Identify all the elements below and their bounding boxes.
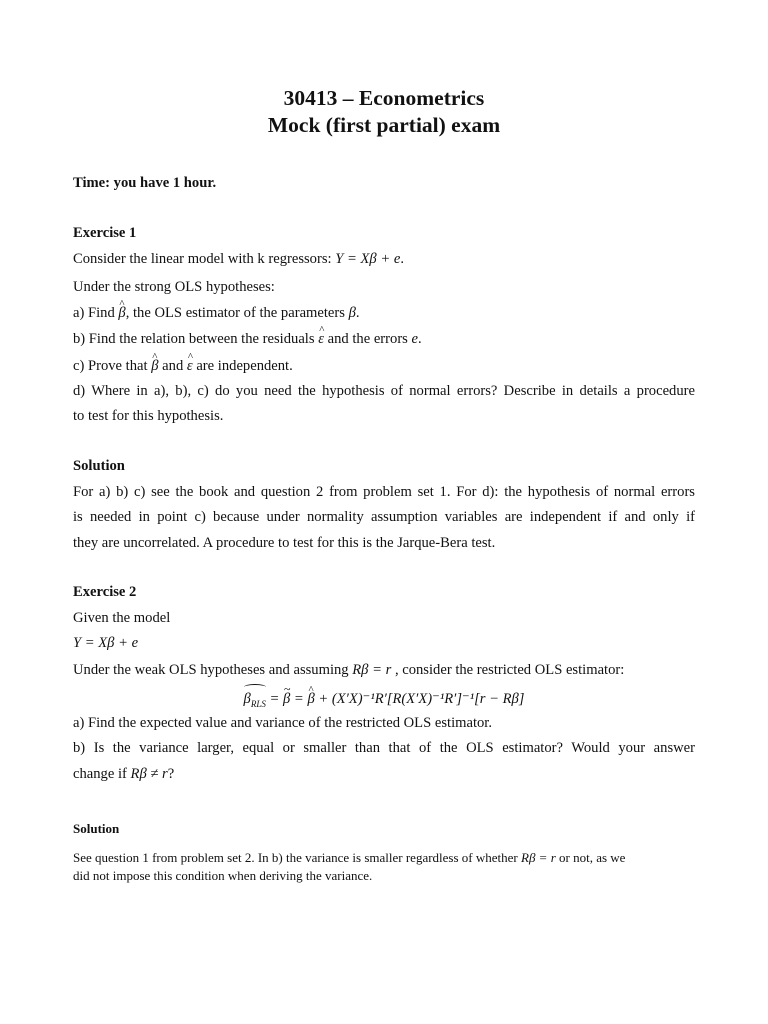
formula-remainder: + (X′X)⁻¹R′[R(X′X)⁻¹R′]⁻¹[r − Rβ] xyxy=(318,691,525,707)
assumption-suffix: , consider the restricted OLS estimator: xyxy=(394,662,625,678)
exercise1-question-a: a) Find ^ β, the OLS estimator of the parameters β. xyxy=(73,303,695,323)
exercise2-question-a: a) Find the expected value and variance of the restricted OLS estimator. xyxy=(73,715,493,731)
restricted-ols-formula: $\beta_{RLS}$ = ~ β = ^ β + (X′X)⁻¹R′[R(X′X)⁻¹R′]⁻¹[r − Rβ] xyxy=(0,687,768,714)
beta-symbol: β xyxy=(348,305,356,321)
beta-tilde-symbol: ~ β xyxy=(283,689,290,709)
exercise1-question-d-line1: d) Where in a), b), c) do you need the hypothesis of normal errors? Describe in details a procedure xyxy=(73,383,695,399)
solution1-line1: For a) b) c) see the book and question 2 from problem set 1. For d): the hypothesis of normal errors xyxy=(73,484,695,500)
exam-subtitle: Mock (first partial) exam xyxy=(267,113,501,137)
solution1-line2: is needed in point c) because under normality assumption variables are independent if and only if xyxy=(73,509,695,525)
error-symbol: e xyxy=(411,331,418,347)
exercise2-heading: Exercise 2 xyxy=(73,584,137,600)
exercise1-heading: Exercise 1 xyxy=(73,225,137,241)
qc-suffix: are independent. xyxy=(196,358,293,374)
time-note: Time: you have 1 hour. xyxy=(73,175,217,191)
exercise2-assumption xyxy=(73,660,695,680)
rls-subscript: RLS xyxy=(250,698,266,709)
exercise2-question-b-line1: b) Is the variance larger, equal or smaller than that of the OLS estimator? Would your answer xyxy=(73,740,695,756)
qa-suffix: , the OLS estimator of the parameters xyxy=(125,305,345,321)
exercise1-question-d-line2: to test for this hypothesis. xyxy=(73,408,224,424)
solution2-line2: did not impose this condition when deriving the variance. xyxy=(73,868,373,883)
exercise1-intro-text: Consider the linear model with k regressors: xyxy=(73,251,332,267)
assumption-prefix: Under the weak OLS hypotheses and assuming xyxy=(73,662,349,678)
solution2-heading: Solution xyxy=(73,821,120,836)
exercise2-model-equation: Y = Xβ + e xyxy=(73,635,139,651)
restriction-equation: Rβ = r xyxy=(521,850,556,865)
exam-title: 30413 – Econometrics xyxy=(283,86,485,110)
beta-hat-symbol: ^ β xyxy=(118,303,125,323)
residual-symbol: ^ ε xyxy=(318,329,324,349)
beta-hat-symbol: ^ β xyxy=(307,689,314,709)
inequality-equation: Rβ ≠ r xyxy=(130,766,168,782)
residual-symbol: ^ ε xyxy=(187,356,193,376)
restriction-equation: Rβ = r xyxy=(352,662,392,678)
solution2-suffix: or not, as we xyxy=(559,850,626,865)
beta-rls-base: β xyxy=(243,691,251,707)
exercise2-given: Given the model xyxy=(73,610,171,626)
beta-hat-symbol: ^ β xyxy=(151,356,158,376)
beta-rls-symbol xyxy=(244,687,266,714)
solution1-heading: Solution xyxy=(73,458,125,474)
solution2-prefix: See question 1 from problem set 2. In b) the variance is smaller regardless of whether xyxy=(73,850,518,865)
qb-mid: and the errors xyxy=(327,331,408,347)
qc-prefix: c) Prove that xyxy=(73,358,148,374)
exercise2-question-b-line2: change if Rβ ≠ r? xyxy=(73,766,175,782)
solution2-line1 xyxy=(73,848,695,868)
exercise1-question-b: b) Find the relation between the residuals ^ ε and the errors e. xyxy=(73,329,695,349)
exercise1-intro: Consider the linear model with k regressors: Y = Xβ + e. xyxy=(73,251,404,267)
qb2-prefix: change if xyxy=(73,766,127,782)
qb-text: b) Find the relation between the residuals xyxy=(73,331,315,347)
linear-model-equation: Y = Xβ + e xyxy=(335,251,401,267)
solution1-line3: they are uncorrelated. A procedure to test for this is the Jarque-Bera test. xyxy=(73,535,496,551)
qa-prefix: a) Find xyxy=(73,305,115,321)
qc-mid: and xyxy=(162,358,184,374)
exercise1-hypotheses: Under the strong OLS hypotheses: xyxy=(73,279,275,295)
exercise1-question-c xyxy=(73,356,695,376)
